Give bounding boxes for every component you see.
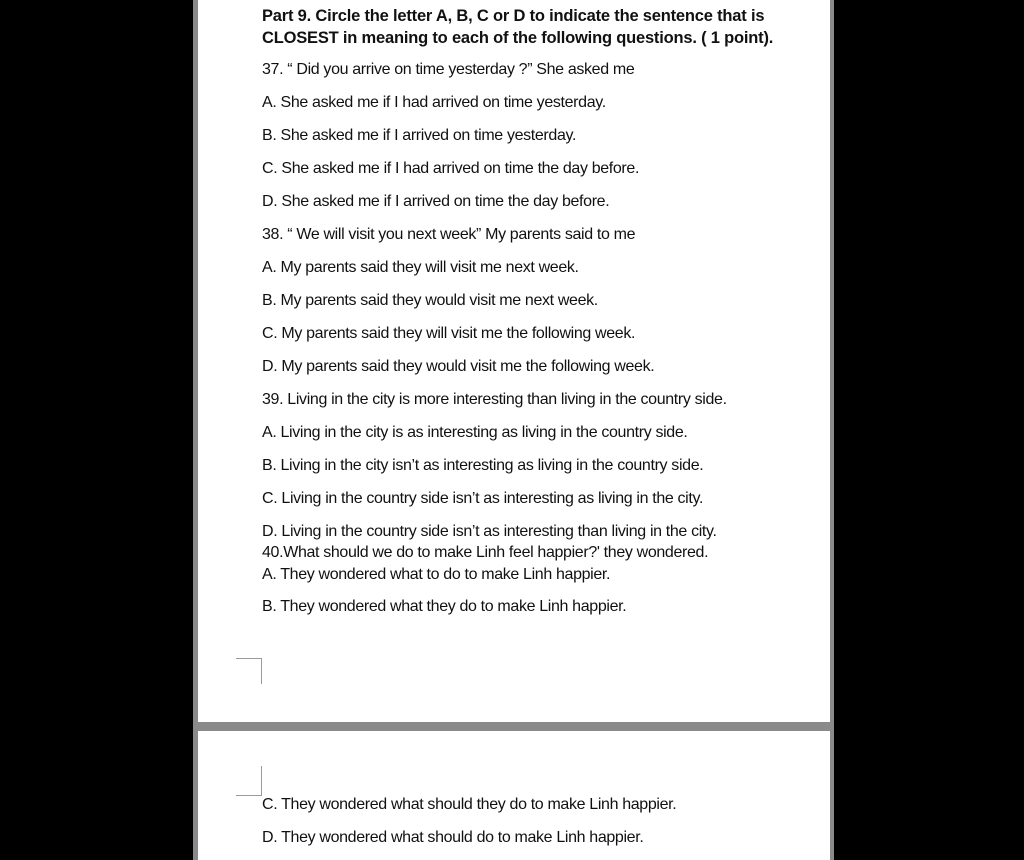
question-40-stem: 40.What should we do to make Linh feel happier?' they wondered. — [262, 544, 709, 561]
question-39-stem: 39. Living in the city is more interesting than living in the country side. — [262, 391, 727, 408]
question-38-option-a: A. My parents said they will visit me next week. — [262, 259, 579, 276]
question-39-option-d: D. Living in the country side isn’t as interesting than living in the city. — [262, 523, 717, 540]
question-39-option-c: C. Living in the country side isn’t as interesting as living in the city. — [262, 490, 704, 507]
document-page-2 — [198, 731, 830, 860]
page-corner-mark — [236, 766, 262, 796]
question-39-option-a: A. Living in the city is as interesting as living in the country side. — [262, 424, 688, 441]
question-40-option-a: A. They wondered what to do to make Linh happier. — [262, 566, 611, 583]
question-38-stem: 38. “ We will visit you next week” My parents said to me — [262, 226, 636, 243]
question-37-stem: 37. “ Did you arrive on time yesterday ?” She asked me — [262, 61, 635, 78]
page-corner-mark — [236, 658, 262, 684]
question-40-option-d: D. They wondered what should do to make Linh happier. — [262, 829, 644, 846]
question-38-option-b: B. My parents said they would visit me next week. — [262, 292, 598, 309]
question-40-option-c: C. They wondered what should they do to make Linh happier. — [262, 796, 677, 813]
document-page-1 — [198, 0, 830, 722]
question-37-option-c: C. She asked me if I had arrived on time the day before. — [262, 160, 640, 177]
question-37-option-d: D. She asked me if I arrived on time the day before. — [262, 193, 610, 210]
question-38-option-d: D. My parents said they would visit me the following week. — [262, 358, 655, 375]
question-38-option-c: C. My parents said they will visit me the following week. — [262, 325, 636, 342]
question-37-option-b: B. She asked me if I arrived on time yesterday. — [262, 127, 577, 144]
part-instruction: Part 9. Circle the letter A, B, C or D to indicate the sentence that is CLOSEST in meaning to each of the following questions. ( 1 point). — [262, 7, 774, 47]
question-40-option-b: B. They wondered what they do to make Linh happier. — [262, 598, 627, 615]
question-37-option-a: A. She asked me if I had arrived on time yesterday. — [262, 94, 606, 111]
question-39-option-b: B. Living in the city isn’t as interesting as living in the country side. — [262, 457, 704, 474]
